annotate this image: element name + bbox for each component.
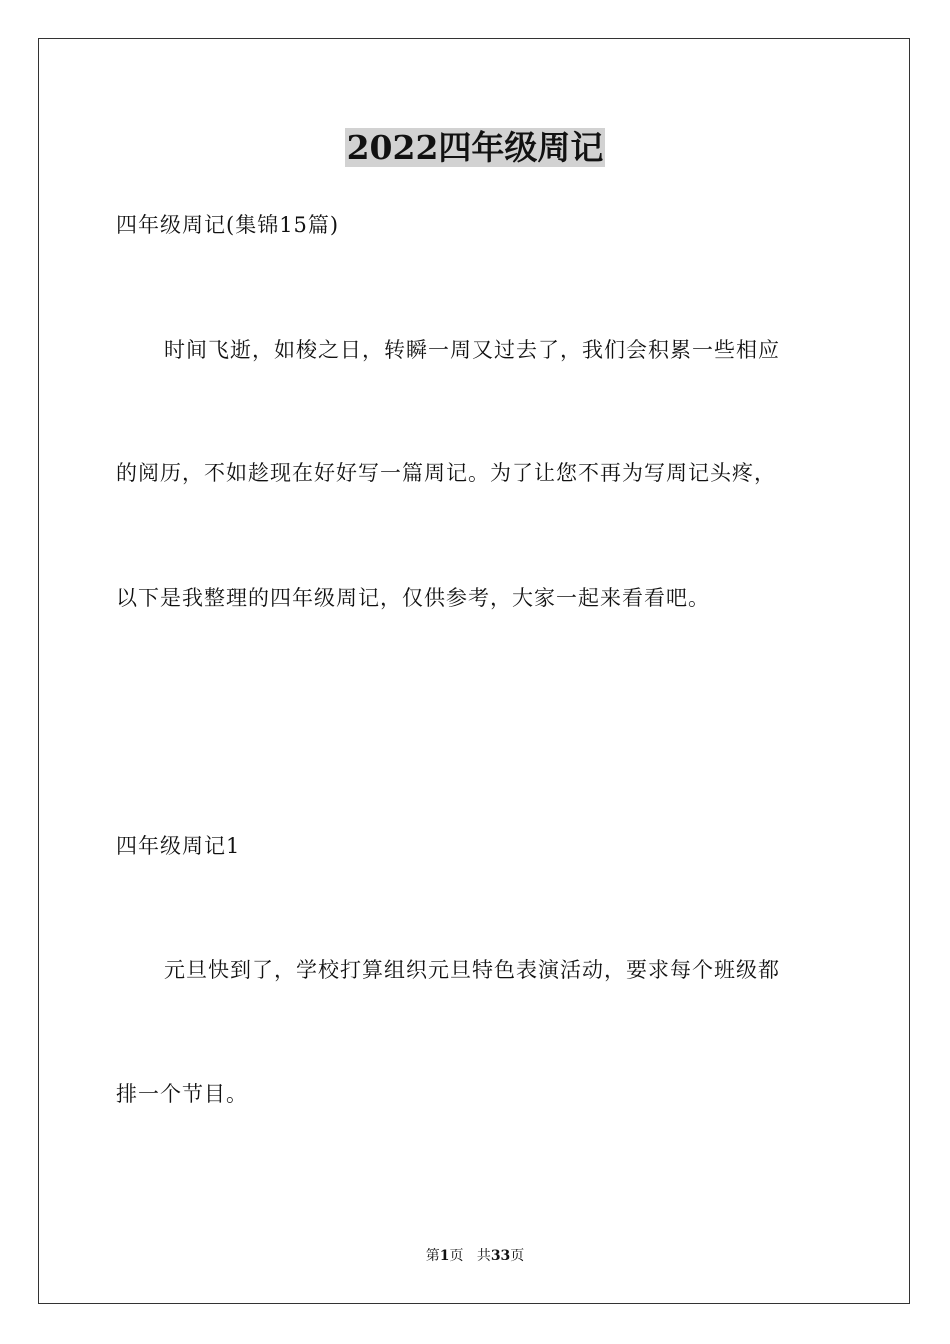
- document-title-text: 2022四年级周记: [346, 128, 604, 167]
- intro-paragraph-line: 时间飞逝，如梭之日，转瞬一周又过去了，我们会积累一些相应: [164, 338, 780, 362]
- intro-paragraph-line: 以下是我整理的四年级周记，仅供参考，大家一起来看看吧。: [116, 586, 710, 610]
- document-subtitle: 四年级周记(集锦15篇): [116, 213, 340, 237]
- intro-paragraph-line: 的阅历，不如趁现在好好写一篇周记。为了让您不再为写周记头疼，: [116, 461, 776, 485]
- document-title: [0, 126, 950, 170]
- page-number: 1: [439, 1248, 450, 1264]
- page-footer: [0, 1246, 950, 1266]
- section-paragraph-line: 排一个节目。: [116, 1082, 248, 1106]
- section-paragraph-line: 元旦快到了，学校打算组织元旦特色表演活动，要求每个班级都: [164, 958, 780, 982]
- total-prefix: 共: [476, 1248, 491, 1264]
- page-prefix: 第: [425, 1248, 440, 1264]
- total-pages: 33: [490, 1248, 511, 1264]
- page-suffix: 页: [449, 1248, 464, 1264]
- section-heading: 四年级周记1: [116, 834, 241, 858]
- total-suffix: 页: [510, 1248, 525, 1264]
